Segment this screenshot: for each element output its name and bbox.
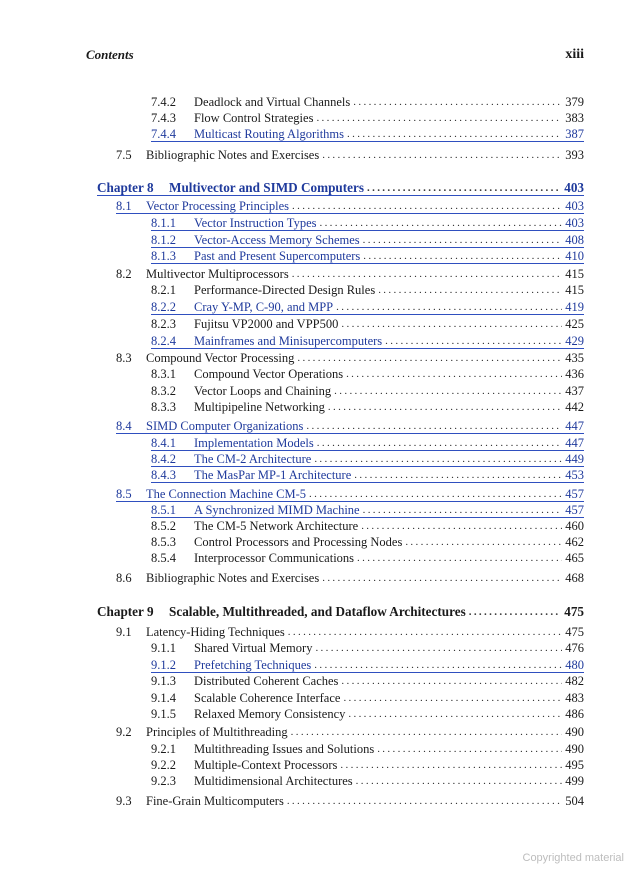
toc-entry-page: 476 xyxy=(565,641,584,655)
dot-leader xyxy=(319,216,562,230)
toc-entry-title: Multivector and SIMD Computers xyxy=(169,180,364,195)
toc-chapter-entry xyxy=(97,603,584,619)
toc-entry-title: A Synchronized MIMD Machine xyxy=(194,503,360,517)
toc-entry-page: 499 xyxy=(565,774,584,788)
toc-entry-title: Prefetching Techniques xyxy=(194,658,312,672)
toc-subsection-entry xyxy=(151,533,584,549)
toc-section-entry xyxy=(116,723,584,739)
dot-leader xyxy=(347,127,562,141)
toc-entry-number: 7.4.4 xyxy=(151,127,176,141)
toc-entry-page: 403 xyxy=(564,180,584,195)
toc-section-entry xyxy=(116,265,584,281)
toc-entry-page: 403 xyxy=(565,216,584,230)
toc-entry-title: The CM-5 Network Architecture xyxy=(194,519,359,533)
dot-leader xyxy=(314,658,562,672)
toc-entry-number: 8.4.2 xyxy=(151,452,176,466)
dot-leader xyxy=(309,487,562,501)
dot-leader xyxy=(340,758,562,772)
toc-entry-number: 8.2.3 xyxy=(151,317,176,331)
toc-entry-number: 8.6 xyxy=(116,571,132,585)
toc-subsection-entry[interactable] xyxy=(151,298,584,315)
toc-entry-page: 410 xyxy=(565,249,584,263)
toc-entry-title: Vector Loops and Chaining xyxy=(194,384,332,398)
toc-entry-title: Cray Y-MP, C-90, and MPP xyxy=(194,300,334,314)
dot-leader xyxy=(378,283,562,297)
toc-entry-page: 415 xyxy=(565,267,584,281)
toc-subsection-entry xyxy=(151,281,584,297)
toc-subsection-entry[interactable] xyxy=(151,501,584,518)
dot-leader xyxy=(363,503,563,517)
dot-leader xyxy=(292,199,562,213)
toc-entry-number: 8.2.2 xyxy=(151,300,176,314)
dot-leader xyxy=(377,742,562,756)
toc-subsection-entry xyxy=(151,772,584,788)
toc-entry-title: Fine-Grain Multicomputers xyxy=(146,794,284,808)
toc-entry-number: 9.1.5 xyxy=(151,707,176,721)
toc-entry-title: Mainframes and Minisupercomputers xyxy=(194,334,383,348)
dot-leader xyxy=(341,674,562,688)
toc-subsection-entry xyxy=(151,382,584,398)
toc-entry-title: Compound Vector Operations xyxy=(194,367,344,381)
toc-section-entry xyxy=(116,623,584,639)
dot-leader xyxy=(343,691,562,705)
toc-section-entry[interactable] xyxy=(116,485,584,502)
toc-entry-number: 8.1 xyxy=(116,199,132,213)
toc-subsection-entry[interactable] xyxy=(151,231,584,248)
toc-entry-number: 9.2.2 xyxy=(151,758,176,772)
toc-entry-page: 435 xyxy=(565,351,584,365)
toc-subsection-entry[interactable] xyxy=(151,450,584,467)
toc-entry-page: 415 xyxy=(565,283,584,297)
toc-entry-page: 460 xyxy=(565,519,584,533)
toc-entry-number: 8.2 xyxy=(116,267,132,281)
toc-entry-title: Compound Vector Processing xyxy=(146,351,295,365)
toc-subsection-entry xyxy=(151,365,584,381)
toc-entry-number: 8.5 xyxy=(116,487,132,501)
toc-subsection-entry xyxy=(151,517,584,533)
dot-leader xyxy=(336,300,562,314)
toc-entry-number: 8.5.3 xyxy=(151,535,176,549)
toc-entry-number: 8.4.3 xyxy=(151,468,176,482)
dot-leader xyxy=(317,436,562,450)
toc-entry-title: Multicast Routing Algorithms xyxy=(194,127,345,141)
toc-entry-title: Deadlock and Virtual Channels xyxy=(194,95,351,109)
toc-subsection-entry xyxy=(151,398,584,414)
dot-leader xyxy=(306,419,562,433)
toc-section-entry[interactable] xyxy=(116,417,584,434)
toc-entry-number: 8.1.3 xyxy=(151,249,176,263)
dot-leader xyxy=(297,351,562,365)
toc-entry-page: 486 xyxy=(565,707,584,721)
toc-subsection-entry xyxy=(151,705,584,721)
toc-entry-page: 408 xyxy=(565,233,584,247)
toc-entry-title: Control Processors and Processing Nodes xyxy=(194,535,403,549)
toc-subsection-entry xyxy=(151,740,584,756)
dot-leader xyxy=(288,625,562,639)
toc-entry-title: Distributed Coherent Caches xyxy=(194,674,339,688)
toc-subsection-entry xyxy=(151,93,584,109)
toc-entry-number: 9.1 xyxy=(116,625,132,639)
toc-entry-page: 462 xyxy=(565,535,584,549)
toc-entry-title: Past and Present Supercomputers xyxy=(194,249,361,263)
dot-leader xyxy=(356,774,563,788)
toc-entry-page: 480 xyxy=(565,658,584,672)
toc-entry-number: 8.4.1 xyxy=(151,436,176,450)
toc-entry-page: 449 xyxy=(565,452,584,466)
toc-entry-title: The CM-2 Architecture xyxy=(194,452,312,466)
toc-entry-number: 9.2 xyxy=(116,725,132,739)
toc-entry-number: 8.2.4 xyxy=(151,334,176,348)
toc-entry-number: 8.1.1 xyxy=(151,216,176,230)
toc-entry-number: 8.1.2 xyxy=(151,233,176,247)
dot-leader xyxy=(315,641,562,655)
dot-leader xyxy=(341,317,562,331)
dot-leader xyxy=(287,794,562,808)
toc-entry-number: 9.1.1 xyxy=(151,641,176,655)
toc-entry-title: Vector-Access Memory Schemes xyxy=(194,233,360,247)
toc-entry-page: 483 xyxy=(565,691,584,705)
toc-entry-title: Relaxed Memory Consistency xyxy=(194,707,346,721)
toc-entry-page: 393 xyxy=(565,148,584,162)
dot-leader xyxy=(357,551,562,565)
toc-entry-page: 482 xyxy=(565,674,584,688)
toc-entry-number: 9.3 xyxy=(116,794,132,808)
toc-subsection-entry xyxy=(151,109,584,125)
toc-subsection-entry xyxy=(151,549,584,565)
dot-leader xyxy=(363,249,562,263)
toc-entry-title: Vector Instruction Types xyxy=(194,216,317,230)
toc-subsection-entry[interactable] xyxy=(151,125,584,142)
toc-entry-page: 447 xyxy=(565,436,584,450)
toc-entry-title: Latency-Hiding Techniques xyxy=(146,625,285,639)
dot-leader xyxy=(367,181,561,195)
toc-entry-number: 9.1.2 xyxy=(151,658,176,672)
toc-entry-title: Multidimensional Architectures xyxy=(194,774,353,788)
toc-entry-page: 379 xyxy=(565,95,584,109)
toc-entry-page: 447 xyxy=(565,419,584,433)
dot-leader xyxy=(385,334,562,348)
toc-subsection-entry[interactable] xyxy=(151,214,584,231)
toc-section-entry[interactable] xyxy=(116,197,584,214)
dot-leader xyxy=(292,267,563,281)
toc-entry-number: 8.2.1 xyxy=(151,283,176,297)
dot-leader xyxy=(405,535,562,549)
running-head: Contents xyxy=(86,47,134,62)
toc-entry-title: Multithreading Issues and Solutions xyxy=(194,742,375,756)
dot-leader xyxy=(314,452,562,466)
toc-entry-page: 403 xyxy=(565,199,584,213)
toc-entry-title: Interprocessor Communications xyxy=(194,551,355,565)
toc-subsection-entry xyxy=(151,639,584,655)
toc-section-entry xyxy=(116,569,584,585)
toc-entry-page: 490 xyxy=(565,742,584,756)
toc-section-entry xyxy=(116,792,584,808)
dot-leader xyxy=(328,400,562,414)
page-number: xiii xyxy=(565,47,584,62)
toc-entry-page: 429 xyxy=(565,334,584,348)
toc-entry-title: Bibliographic Notes and Exercises xyxy=(146,148,320,162)
toc-subsection-entry[interactable] xyxy=(151,332,584,349)
toc-entry-page: 453 xyxy=(565,468,584,482)
toc-entry-title: Implementation Models xyxy=(194,436,314,450)
toc-entry-title: Principles of Multithreading xyxy=(146,725,288,739)
toc-entry-number: 9.2.1 xyxy=(151,742,176,756)
copyright-watermark: Copyrighted material xyxy=(522,852,624,864)
toc-subsection-entry xyxy=(151,756,584,772)
toc-entry-number: 7.4.2 xyxy=(151,95,176,109)
dot-leader xyxy=(363,233,563,247)
toc-entry-title: Multipipeline Networking xyxy=(194,400,325,414)
toc-entry-page: 383 xyxy=(565,111,584,125)
toc-entry-number: 7.4.3 xyxy=(151,111,176,125)
toc-entry-number: 8.5.1 xyxy=(151,503,176,517)
toc-entry-page: 465 xyxy=(565,551,584,565)
toc-entry-title: Multivector Multiprocessors xyxy=(146,267,289,281)
toc-entry-page: 475 xyxy=(564,604,584,619)
dot-leader xyxy=(322,148,562,162)
toc-subsection-entry[interactable] xyxy=(151,247,584,264)
toc-section-entry xyxy=(116,146,584,162)
dot-leader xyxy=(334,384,562,398)
toc-subsection-entry[interactable] xyxy=(151,656,584,673)
toc-entry-title: SIMD Computer Organizations xyxy=(146,419,304,433)
toc-entry-page: 437 xyxy=(565,384,584,398)
toc-entry-title: Flow Control Strategies xyxy=(194,111,314,125)
toc-section-entry xyxy=(116,349,584,365)
toc-entry-number: 8.3.1 xyxy=(151,367,176,381)
toc-entry-title: Vector Processing Principles xyxy=(146,199,290,213)
toc-chapter-entry[interactable] xyxy=(97,179,584,196)
toc-entry-page: 442 xyxy=(565,400,584,414)
dot-leader xyxy=(322,571,562,585)
toc-entry-title: Shared Virtual Memory xyxy=(194,641,313,655)
toc-subsection-entry[interactable] xyxy=(151,434,584,451)
toc-entry-title: Scalable Coherence Interface xyxy=(194,691,341,705)
toc-entry-page: 490 xyxy=(565,725,584,739)
toc-entry-number: 8.4 xyxy=(116,419,132,433)
toc-entry-number: 8.5.4 xyxy=(151,551,176,565)
toc-entry-page: 425 xyxy=(565,317,584,331)
toc-entry-title: Fujitsu VP2000 and VPP500 xyxy=(194,317,339,331)
toc-entry-page: 436 xyxy=(565,367,584,381)
toc-subsection-entry xyxy=(151,315,584,331)
toc-entry-page: 468 xyxy=(565,571,584,585)
toc-entry-number: 7.5 xyxy=(116,148,132,162)
toc-entry-number: 9.1.3 xyxy=(151,674,176,688)
toc-entry-page: 475 xyxy=(565,625,584,639)
toc-subsection-entry[interactable] xyxy=(151,466,584,483)
toc-entry-number: 8.5.2 xyxy=(151,519,176,533)
toc-subsection-entry xyxy=(151,672,584,688)
toc-entry-number: 9.1.4 xyxy=(151,691,176,705)
toc-entry-title: The Connection Machine CM-5 xyxy=(146,487,307,501)
toc-subsection-entry xyxy=(151,689,584,705)
toc-entry-number: 9.2.3 xyxy=(151,774,176,788)
dot-leader xyxy=(353,95,562,109)
toc-entry-title: Performance-Directed Design Rules xyxy=(194,283,376,297)
toc-entry-number: 8.3 xyxy=(116,351,132,365)
toc-entry-page: 457 xyxy=(565,503,584,517)
dot-leader xyxy=(354,468,562,482)
page-header xyxy=(86,47,584,65)
dot-leader xyxy=(346,367,562,381)
toc-entry-page: 504 xyxy=(565,794,584,808)
dot-leader xyxy=(291,725,563,739)
toc-entry-number: Chapter 9 xyxy=(97,604,154,619)
toc-entry-number: 8.3.3 xyxy=(151,400,176,414)
toc-entry-title: Scalable, Multithreaded, and Dataflow Architectures xyxy=(169,604,466,619)
toc-entry-page: 495 xyxy=(565,758,584,772)
dot-leader xyxy=(316,111,562,125)
toc-entry-number: 8.3.2 xyxy=(151,384,176,398)
toc-entry-page: 387 xyxy=(565,127,584,141)
toc-entry-page: 419 xyxy=(565,300,584,314)
toc-entry-title: Multiple-Context Processors xyxy=(194,758,338,772)
toc-entry-page: 457 xyxy=(565,487,584,501)
dot-leader xyxy=(348,707,562,721)
toc-entry-number: Chapter 8 xyxy=(97,180,154,195)
toc-entry-title: The MasPar MP-1 Architecture xyxy=(194,468,352,482)
dot-leader xyxy=(361,519,562,533)
toc-entry-title: Bibliographic Notes and Exercises xyxy=(146,571,320,585)
dot-leader xyxy=(469,605,562,619)
